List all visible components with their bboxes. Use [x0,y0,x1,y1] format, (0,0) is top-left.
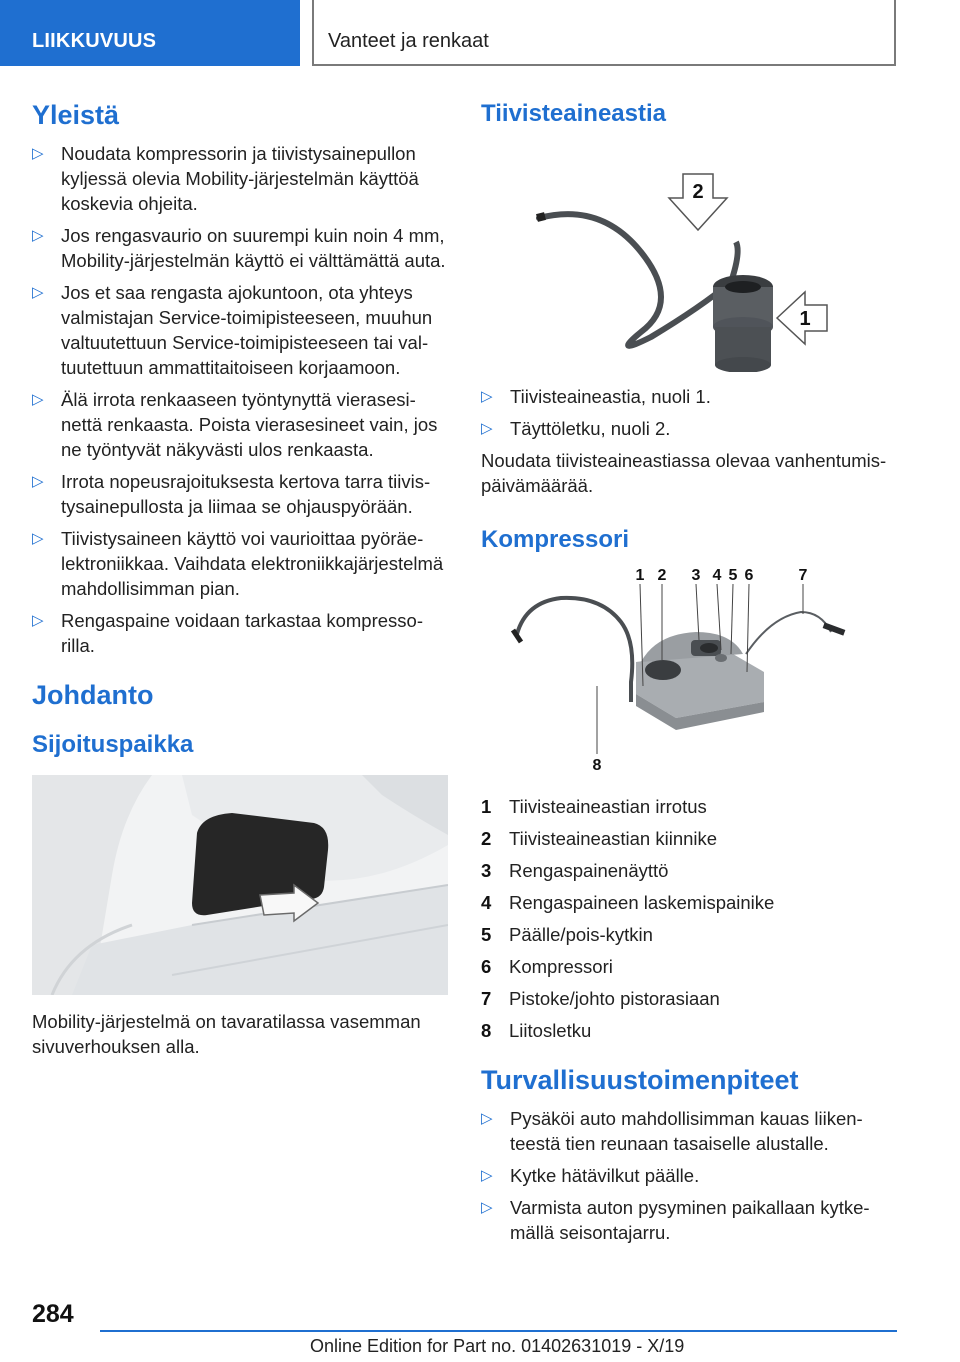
callout-arrow-1: 1 [799,308,811,330]
list-item: ▷ Irrota nopeusrajoituksesta kertova tarra tiivistysainepullosta ja liimaa se ohjauspyörään. [32,471,431,517]
chapter-title: Vanteet ja renkaat [312,0,896,66]
list-item: ▷ Noudata kompressorin ja tiivistysainepullon kyljessä olevia Mobility-järjestelmän käyttöä koskevia ohjeita. [32,143,419,214]
callout-7: 7 [798,567,808,584]
list-item [481,794,897,819]
triangle-bullet-icon: ▷ [32,227,44,244]
triangle-bullet-icon: ▷ [481,1110,493,1127]
part-label: Päälle/pois-kytkin [509,924,653,945]
triangle-bullet-icon: ▷ [32,284,44,301]
list-item: ▷ Varmista auton pysyminen paikallaan kytkemällä seisontajarru. [481,1197,870,1243]
part-label: Tiivisteaineastian irrotus [509,796,707,817]
container-heading: Tiivisteaineastia [481,100,666,127]
list-item: ▷ Pysäköi auto mahdollisimman kauas liikenteestä tien reunaan tasaiselle alustalle. [481,1108,863,1154]
triangle-bullet-icon: ▷ [32,391,44,408]
triangle-bullet-icon: ▷ [32,530,44,547]
general-heading: Yleistä [32,100,120,130]
part-number: 2 [481,828,492,849]
part-number: 4 [481,892,492,913]
footer-divider [100,1330,897,1332]
callout-6: 6 [744,567,754,584]
compressor-heading: Kompressori [481,526,630,553]
list-item [481,826,897,851]
location-heading: Sijoituspaikka [32,731,194,758]
callout-4: 4 [712,567,722,584]
list-item [481,1018,897,1043]
part-number: 6 [481,956,492,977]
triangle-bullet-icon: ▷ [481,388,493,405]
right-column [481,100,897,1252]
part-label: Rengaspainenäyttö [509,860,669,881]
container-list [481,384,897,441]
triangle-bullet-icon: ▷ [481,1167,493,1184]
page-number: 284 [32,1300,74,1328]
safety-heading: Turvallisuustoimenpiteet [481,1065,799,1095]
part-label: Kompressori [509,956,613,977]
list-item: ▷ Jos et saa rengasta ajokuntoon, ota yhteys valmistajan Service-toimipisteeseen, muuhun valtuutettuun Service-toimipisteeseen tai valtuutettuun ammattitaitoiseen korjaamoon. [32,282,433,378]
location-caption: Mobility-järjestelmä on tavaratilassa vasemman sivuverhouksen alla. [32,1011,421,1057]
list-item [481,954,897,979]
part-number: 7 [481,988,492,1009]
callout-3: 3 [691,567,701,584]
triangle-bullet-icon: ▷ [481,1199,493,1216]
callout-5: 5 [728,567,738,584]
list-item [481,890,897,915]
safety-list [481,1106,897,1245]
sealant-container-illustration [481,132,897,372]
part-label: Tiivisteaineastian kiinnike [509,828,718,849]
general-list [32,141,448,658]
compressor-illustration [481,562,897,776]
list-item: ▷ Jos rengasvaurio on suurempi kuin noin 4 mm, Mobility-järjestelmän käyttö ei välttämättä auta. [32,225,446,271]
list-item: ▷ Kytke hätävilkut päälle. [481,1165,700,1186]
list-item [481,986,897,1011]
list-item: ▷ Rengaspaine voidaan tarkastaa kompressorilla. [32,610,423,656]
triangle-bullet-icon: ▷ [32,612,44,629]
part-label: Pistoke/johto pistorasiaan [509,988,720,1009]
page-header [0,0,960,66]
callout-arrow-2: 2 [692,181,704,203]
triangle-bullet-icon: ▷ [481,420,493,437]
part-number: 3 [481,860,492,881]
triangle-bullet-icon: ▷ [32,145,44,162]
compressor-parts-list [481,794,897,1043]
list-item: ▷ Täyttöletku, nuoli 2. [481,418,671,439]
trunk-illustration [32,775,448,995]
callout-2: 2 [657,567,667,584]
part-number: 1 [481,796,492,817]
edition-info: Online Edition for Part no. 01402631019 - X/19 [310,1336,685,1356]
left-column [32,100,448,1059]
intro-heading: Johdanto [32,680,154,710]
callout-8: 8 [592,757,602,774]
expiry-note: Noudata tiivisteaineastiassa olevaa vanhentumispäivämäärää. [481,450,887,496]
list-item [481,922,897,947]
list-item [481,858,897,883]
part-label: Liitosletku [509,1020,592,1041]
list-item: ▷ Tiivisteaineastia, nuoli 1. [481,386,711,407]
part-number: 8 [481,1020,492,1041]
part-label: Rengaspaineen laskemispainike [509,892,775,913]
list-item: ▷ Älä irrota renkaaseen työntynyttä vierasesinettä renkaasta. Poista vierasesineet vain, jos ne työntyvät näkyvästi ulos renkaasta. [32,389,438,460]
part-number: 5 [481,924,492,945]
triangle-bullet-icon: ▷ [32,473,44,490]
list-item: ▷ Tiivistysaineen käyttö voi vaurioittaa pyöräelektroniikkaa. Vaihdata elektroniikkajärjestelmä mahdollisimman pian. [32,528,444,599]
section-tab: LIIKKUVUUS [0,0,300,66]
callout-1: 1 [635,567,645,584]
